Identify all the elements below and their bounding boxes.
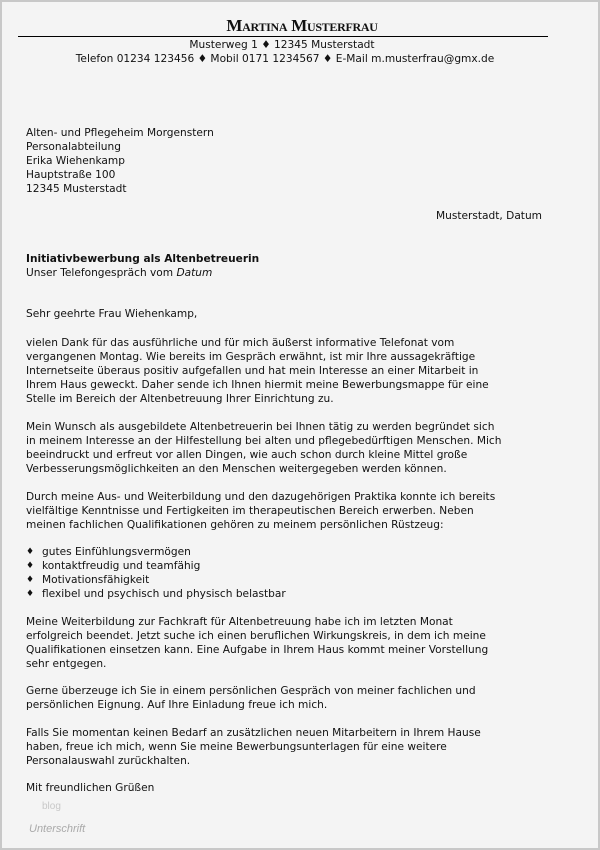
qualification-list — [26, 545, 286, 601]
subject-block — [26, 252, 259, 280]
text-line: persönlichen Eignung. Auf Ihre Einladung freue ich mich. — [26, 699, 328, 711]
paragraph-3 — [26, 490, 495, 532]
recipient-line: 12345 Musterstadt — [26, 183, 127, 195]
list-item-text: flexibel und psychisch und physisch belastbar — [42, 588, 286, 600]
list-item — [26, 573, 286, 587]
closing: Mit freundlichen Grüßen — [26, 782, 155, 794]
recipient-line: Personalabteilung — [26, 141, 121, 153]
text-line: sehr entgegen. — [26, 658, 107, 670]
header-divider — [18, 36, 548, 37]
sender-name: Martina Musterfrau — [226, 16, 378, 35]
recipient-line: Hauptstraße 100 — [26, 169, 116, 181]
signature-placeholder: Unterschrift — [29, 823, 86, 835]
paragraph-1 — [26, 336, 489, 406]
text-line: in meinem Interesse an der Hilfestellung bei alten und pflegebedürftigen Menschen. Mich — [26, 435, 502, 447]
diamond-bullet-icon: ♦ — [26, 561, 35, 571]
watermark: blog — [42, 801, 61, 812]
recipient-line: Alten- und Pflegeheim Morgenstern — [26, 127, 214, 139]
reference-date: Datum — [176, 267, 213, 279]
text-line: Personalauswahl zurückhalten. — [26, 755, 191, 767]
sender-contact: Telefon 01234 123456 ♦ Mobil 0171 1234567 ♦ E-Mail m.musterfrau@gmx.de — [75, 53, 495, 65]
text-line: Mein Wunsch als ausgebildete Altenbetreuerin bei Ihnen tätig zu werden begründet sich — [26, 421, 495, 433]
list-item — [26, 559, 286, 573]
text-line: meinen fachlichen Qualifikationen gehören zu meinem persönlichen Rüstzeug: — [26, 519, 444, 531]
text-line: Durch meine Aus- und Weiterbildung und den dazugehörigen Praktika konnte ich bereits — [26, 491, 496, 503]
text-line: beeindruckt und erfreut vor allen Dingen, wie auch schon durch kleine Mittel große — [26, 449, 468, 461]
recipient-line: Erika Wiehenkamp — [26, 155, 125, 167]
text-line: vielen Dank für das ausführliche und für mich äußerst informative Telefonat vom — [26, 337, 455, 349]
list-item-text: kontaktfreudig und teamfähig — [42, 560, 201, 572]
text-line: Verbesserungsmöglichkeiten an den Menschen weitergegeben werden können. — [26, 463, 447, 475]
subject-line: Initiativbewerbung als Altenbetreuerin — [26, 253, 260, 265]
diamond-bullet-icon: ♦ — [26, 547, 35, 557]
paragraph-6 — [26, 726, 481, 768]
text-line: Stelle im Bereich der Altenbetreuung Ihrer Einrichtung zu. — [26, 393, 334, 405]
text-line: Gerne überzeuge ich Sie in einem persönlichen Gespräch von meiner fachlichen und — [26, 685, 476, 697]
list-item-text: gutes Einfühlungsvermögen — [42, 546, 191, 558]
text-line: vergangenen Montag. Wie bereits im Gespräch erwähnt, ist mir Ihre aussagekräftige — [26, 351, 476, 363]
recipient-address — [26, 126, 214, 196]
text-line: erfolgreich beendet. Jetzt suche ich einen beruflichen Wirkungskreis, in dem ich meine — [26, 630, 486, 642]
list-item — [26, 545, 286, 559]
list-item-text: Motivationsfähigkeit — [42, 574, 150, 586]
paragraph-4 — [26, 615, 488, 671]
text-line: Internetseite überaus positiv aufgefallen und hat mein Interesse an einer Mitarbeit in — [26, 365, 479, 377]
text-line: Ihrem Haus geweckt. Daher sende ich Ihnen hiermit meine Bewerbungsmappe für eine — [26, 379, 489, 391]
diamond-bullet-icon: ♦ — [26, 575, 35, 585]
text-line: Qualifikationen einsetzen kann. Eine Aufgabe in Ihrem Haus kommt meiner Vorstellung — [26, 644, 489, 656]
reference-line — [26, 266, 259, 280]
letter-date: Musterstadt, Datum — [435, 210, 542, 222]
sender-address: Musterweg 1 ♦ 12345 Musterstadt — [189, 39, 375, 51]
paragraph-2 — [26, 420, 501, 476]
reference-text: Unser Telefongespräch vom — [26, 267, 177, 279]
text-line: Meine Weiterbildung zur Fachkraft für Altenbetreuung habe ich im letzten Monat — [26, 616, 453, 628]
list-item — [26, 587, 286, 601]
text-line: Falls Sie momentan keinen Bedarf an zusätzlichen neuen Mitarbeitern in Ihrem Hause — [26, 727, 481, 739]
paragraph-5 — [26, 684, 476, 712]
diamond-bullet-icon: ♦ — [26, 589, 35, 599]
text-line: haben, freue ich mich, wenn Sie meine Bewerbungsunterlagen für eine weitere — [26, 741, 447, 753]
salutation: Sehr geehrte Frau Wiehenkamp, — [26, 308, 198, 320]
text-line: vielfältige Kenntnisse und Fertigkeiten im therapeutischen Bereich erwerben. Neben — [26, 505, 474, 517]
